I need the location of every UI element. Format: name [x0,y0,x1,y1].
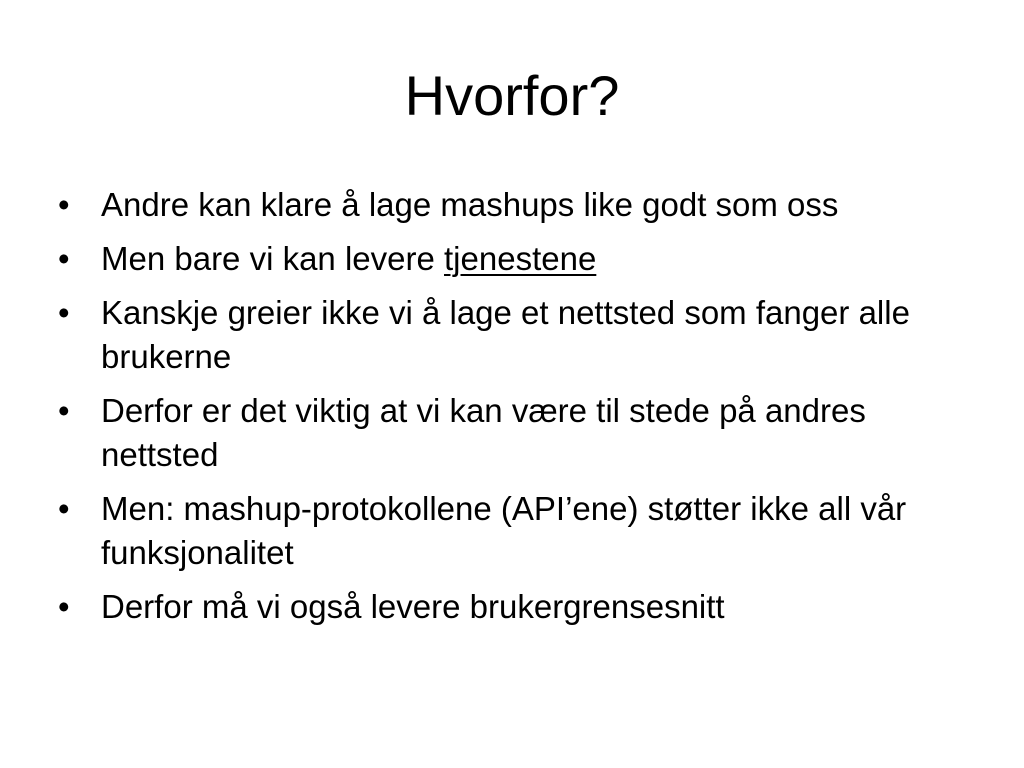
slide-title: Hvorfor? [404,64,620,127]
tjenestene-link[interactable]: tjenestene [444,240,597,277]
bullet-item [56,183,976,227]
bullet-mark: • [58,392,70,429]
bullet-mark: • [58,588,70,625]
bullet-item [56,389,976,477]
bullet-text: Andre kan klare å lage mashups like godt som oss [101,186,839,223]
bullet-text: Derfor må vi også levere brukergrensesnitt [101,588,725,625]
bullet-text: Kanskje greier ikke vi å lage et nettsted som fanger alle brukerne [101,294,910,375]
bullet-item [56,237,976,281]
bullet-mark: • [58,490,70,527]
bullet-text: Men bare vi kan levere [101,240,445,277]
bullet-list [56,183,976,639]
bullet-item [56,585,976,629]
bullet-item [56,487,976,575]
bullet-text: Men: mashup-protokollene (API’ene) støtter ikke all vår funksjonalitet [101,490,907,571]
bullet-mark: • [58,240,70,277]
bullet-item [56,291,976,379]
bullet-mark: • [58,186,70,223]
bullet-text: Derfor er det viktig at vi kan være til stede på andres nettsted [101,392,866,473]
bullet-mark: • [58,294,70,331]
